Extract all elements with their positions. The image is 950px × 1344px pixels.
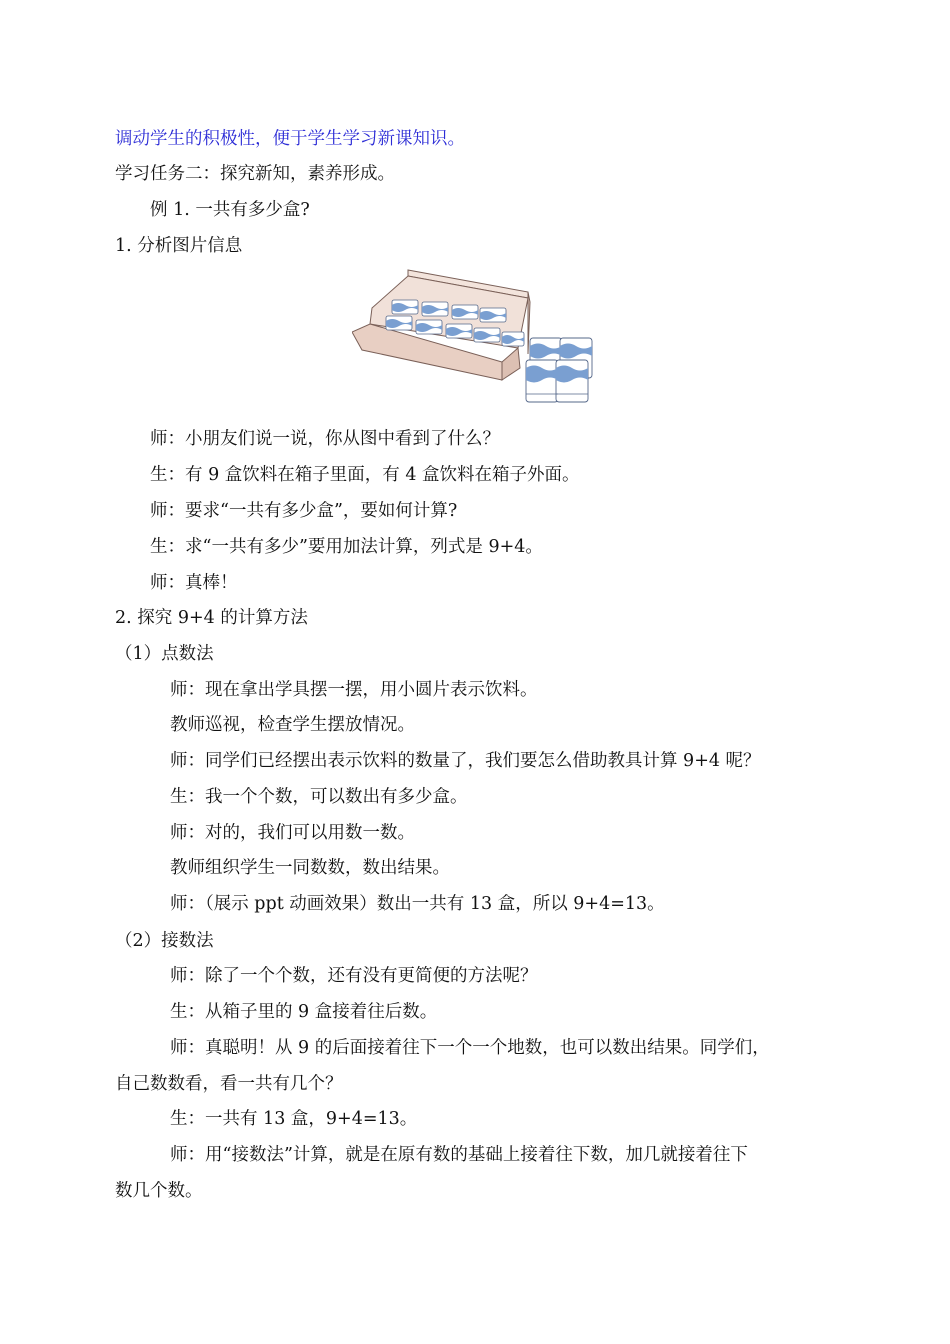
dialogue-line: 师：（展示 ppt 动画效果）数出一共有 13 盒，所以 9+4=13。 (170, 894, 665, 914)
method-heading-1: （1）点数法 (115, 644, 214, 664)
method-heading-2: （2）接数法 (115, 931, 214, 951)
dialogue-line: 师：同学们已经摆出表示饮料的数量了，我们要怎么借助教具计算 9+4 呢？ (170, 751, 761, 771)
dialogue-line: 生：从箱子里的 9 盒接着往后数。 (170, 1002, 438, 1022)
dialogue-line: 师：对的，我们可以用数一数。 (170, 823, 415, 843)
dialogue-line: 教师组织学生一同数数，数出结果。 (170, 858, 450, 878)
dialogue-line: 师：除了一个个数，还有没有更简便的方法呢？ (170, 966, 538, 986)
intro-line: 调动学生的积极性，便于学生学习新课知识。 (115, 129, 465, 149)
section-heading-2: 2. 探究 9+4 的计算方法 (115, 608, 308, 628)
section-heading-1: 1. 分析图片信息 (115, 236, 243, 256)
dialogue-line: 生：求“一共有多少”要用加法计算，列式是 9+4。 (150, 537, 543, 557)
dialogue-line: 师：小朋友们说一说，你从图中看到了什么？ (150, 429, 500, 449)
drink-boxes-illustration (352, 262, 608, 412)
dialogue-line: 生：有 9 盒饮料在箱子里面，有 4 盒饮料在箱子外面。 (150, 465, 580, 485)
dialogue-line: 师：要求“一共有多少盒”，要如何计算? (150, 501, 458, 521)
example-title: 例 1. 一共有多少盒? (150, 200, 310, 220)
dialogue-line: 教师巡视，检查学生摆放情况。 (170, 715, 415, 735)
dialogue-line-continued: 自己数数看，看一共有几个？ (115, 1074, 343, 1094)
dialogue-line: 师：真棒！ (150, 573, 238, 593)
dialogue-line: 生：我一个个数，可以数出有多少盒。 (170, 787, 468, 807)
dialogue-line: 师：用“接数法”计算，就是在原有数的基础上接着往下数，加几就接着往下 (170, 1145, 748, 1165)
dialogue-line: 师：真聪明！从 9 的后面接着往下一个一个地数，也可以数出结果。同学们， (170, 1038, 770, 1058)
dialogue-line: 师：现在拿出学具摆一摆，用小圆片表示饮料。 (170, 680, 538, 700)
task-heading: 学习任务二：探究新知，素养形成。 (115, 164, 395, 184)
dialogue-line-continued: 数几个数。 (115, 1181, 203, 1201)
cups-outside (526, 338, 592, 402)
dialogue-line: 生：一共有 13 盒，9+4=13。 (170, 1109, 418, 1129)
